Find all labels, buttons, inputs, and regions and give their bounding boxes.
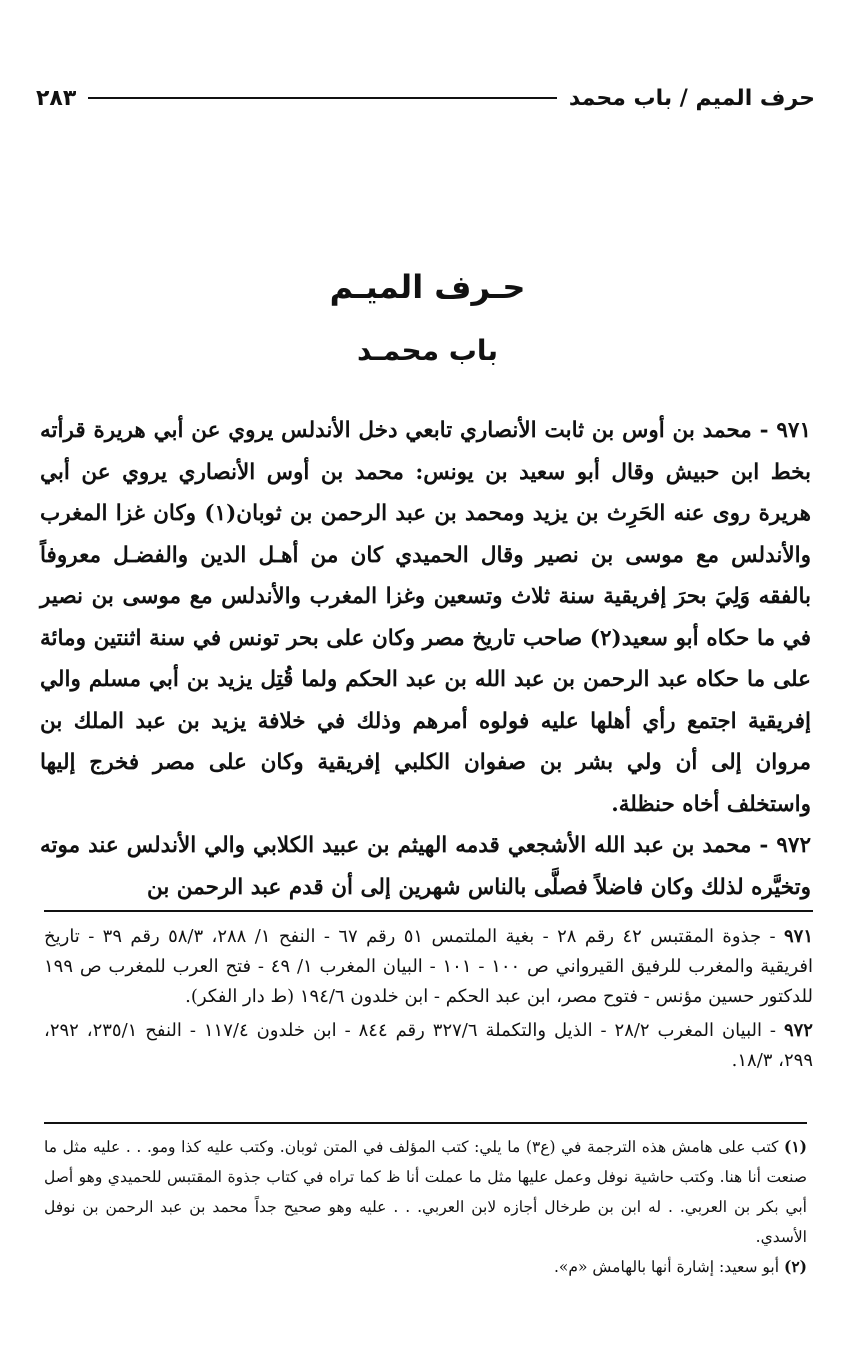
entry-paragraph: [40, 410, 811, 825]
source-entry: [44, 922, 813, 1012]
footnote-text: أبو سعيد: إشارة أنها بالهامش «م».: [554, 1258, 784, 1276]
footnote: [44, 1252, 807, 1282]
source-text: - البيان المغرب ٢٨/٢ - الذيل والتكملة ٣٢٧/٦ رقم ٨٤٤ - ابن خلدون ١١٧/٤ - النفح ٢٣٥/١، ٢٩٢، ٢٩٩، ١٨/٣.: [44, 1020, 813, 1071]
footnote: [44, 1132, 807, 1252]
page-number: ٢٨٣: [36, 85, 77, 111]
entry-paragraph: [40, 825, 811, 908]
page-header: [36, 80, 815, 116]
section-title: باب محمـد: [357, 334, 498, 367]
entry-text: - محمد بن أوس بن ثابت الأنصاري تابعي دخل الأندلس يروي عن أبي هريرة قرأته بخط ابن حبيش وقال أبو سعيد بن يونس: محمد بن أوس الأنصاري يروي عن أبي هريرة روى عنه الحَرِث بن يزيد ومحمد بن عبد الرحمن بن ثوبان(١) وكان غزا المغرب والأندلس مع موسى بن نصير وقال الحميدي كان من أهـل الدين والفضـل معروفاً بالفقه وَلِيَ بحرَ إفريقية سنة ثلاث وتسعين وغزا المغرب والأندلس مع موسى بن نصير في ما حكاه أبو سعيد(٢) صاحب تاريخ مصر وكان على بحر تونس في سنة اثنتين ومائة على ما حكاه عبد الرحمن بن عبد الله بن عبد الحكم ولما قُتِل يزيد بن أبي مسلم والي إفريقية اجتمع رأي أهلها عليه فولوه أمرهم وذلك في خلافة يزيد بن عبد الملك بن مروان إلى أن ولي بشر بن صفوان الكلبي إفريقية وكان على مصر فخرج إليها واستخلف أخاه حنظلة.: [40, 418, 811, 817]
source-number: ٩٧١: [783, 926, 813, 947]
footnote-number: (٢): [783, 1257, 807, 1276]
entry-number: ٩٧١: [776, 418, 811, 443]
footnote-number: (١): [783, 1137, 807, 1156]
chapter-title: حـرف الميـم: [329, 268, 526, 306]
main-text: [40, 410, 811, 908]
footnote-text: كتب على هامش هذه الترجمة في (ع٣) ما يلي: كتب المؤلف في المتن ثوبان. وكتب عليه كذا ومو. . . عليه مثل ما صنعت أنا هنا. وكتب حاشية نوفل وعمل عليها مثل ما عملت أنا ظ كما تراه في كتاب جذوة المقتبس للحميدي وهو أصل أبي بكر بن العربي. . له ابن بن طرخال أجازه لابن العربي. . . عليه وهو صحيح جداً محمد بن عبد الرحمن بن نوفل الأسدي.: [44, 1138, 807, 1246]
header-rule: [88, 97, 557, 99]
running-title: حرف الميم / باب محمد: [568, 85, 815, 111]
sources-section: [44, 910, 813, 1080]
entry-text: - محمد بن عبد الله الأشجعي قدمه الهيثم بن عبيد الكلابي والي الأندلس عند موته وتخيَّره لذلك وكان فاضلاً فصلَّى بالناس شهرين إلى أن قدم عبد الرحمن بن: [40, 833, 811, 900]
footnotes-section: [44, 1122, 807, 1282]
source-entry: [44, 1016, 813, 1076]
entry-number: ٩٧٢: [776, 833, 811, 858]
source-text: - جذوة المقتبس ٤٢ رقم ٢٨ - بغية الملتمس ٥١ رقم ٦٧ - النفح ١/ ٢٨٨، ٥٨/٣ رقم ٣٩ - تاريخ افريقية والمغرب للرفيق القيرواني ص ١٠٠ - ١٠١ - البيان المغرب ١/ ٤٩ - فتح العرب للمغرب ص ١٩٩ للدكتور حسين مؤنس - فتوح مصر، ابن عبد الحكم - ابن خلدون ١٩٤/٦ (ط دار الفكر).: [44, 926, 813, 1007]
source-number: ٩٧٢: [783, 1020, 813, 1041]
